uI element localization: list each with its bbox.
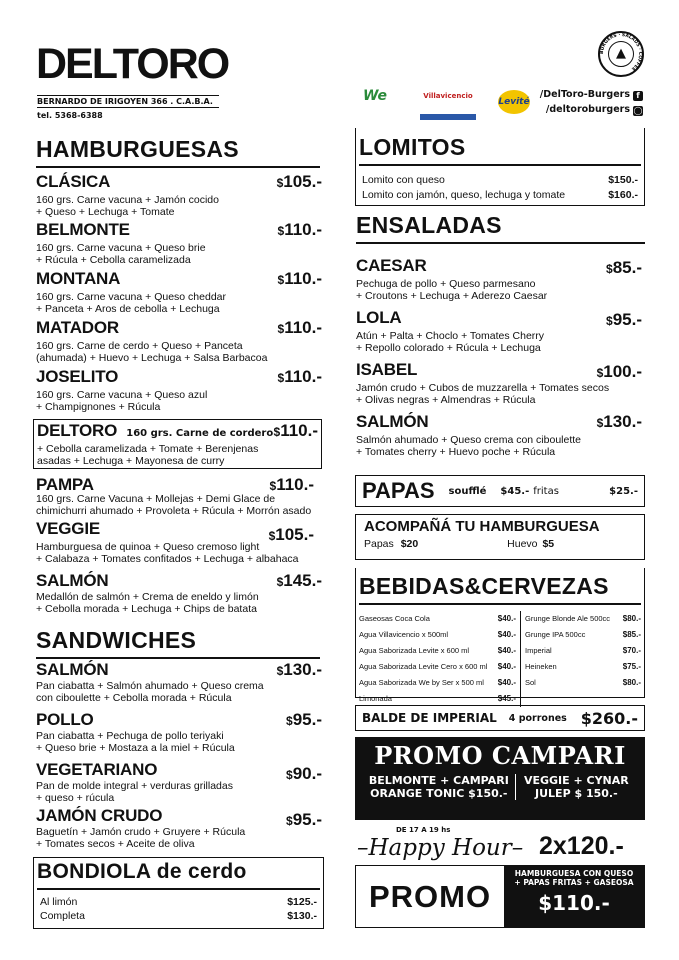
papas-fritas: fritas xyxy=(533,485,559,497)
item-desc: 160 grs. Carne vacuna + Queso brie xyxy=(36,242,206,254)
drink-row: Limonada $45.- xyxy=(359,694,516,703)
happy-hour-time: DE 17 A 19 hs xyxy=(396,826,451,834)
menu-item xyxy=(36,571,322,619)
item-desc: + Tomates cherry + Huevo poche + Rúcula xyxy=(356,446,556,458)
item-name: PAMPA xyxy=(36,475,94,494)
papas-fritas-price: $25.- xyxy=(609,485,638,497)
item-price: $95.- xyxy=(286,810,322,829)
item-name: VEGETARIANO xyxy=(36,760,158,779)
hamburguesas-title: HAMBURGUESAS xyxy=(36,136,320,168)
item-name: JOSELITO xyxy=(36,367,119,386)
item-name: LOLA xyxy=(356,308,402,327)
lomitos-title: LOMITOS xyxy=(359,134,641,166)
item-desc: + Panceta + Aros de cebolla + Lechuga xyxy=(36,303,220,315)
menu-item xyxy=(36,760,322,806)
address: BERNARDO DE IRIGOYEN 366 . C.A.B.A. xyxy=(37,95,219,108)
item-subtitle: 160 grs. Carne de cordero xyxy=(126,428,274,439)
menu-item xyxy=(36,660,322,710)
item-name: DELTORO xyxy=(37,421,118,440)
hamburguesas-list xyxy=(36,172,322,619)
item-desc: 160 grs. Carne de cerdo + Queso + Panceta xyxy=(36,340,243,352)
facebook-icon: f xyxy=(633,91,643,101)
drink-row: Heineken $75.- xyxy=(525,662,641,671)
item-desc: + Champignones + Rúcula xyxy=(36,401,161,413)
item-desc: 160 grs. Carne vacuna + Queso azul xyxy=(36,389,208,401)
item-desc: + Rúcula + Cebolla caramelizada xyxy=(36,254,191,266)
featured-item-deltoro xyxy=(33,419,322,469)
item-desc: 160 grs. Carne vacuna + Jamón cocido xyxy=(36,194,219,206)
price-row: Completa $130.- xyxy=(40,910,317,922)
item-desc: asadas + Lechuga + Mayonesa de curry xyxy=(37,455,225,467)
item-name: MONTANA xyxy=(36,269,121,288)
item-desc: + Tomates secos + Aceite de oliva xyxy=(36,838,195,850)
item-price: $110.- xyxy=(277,367,322,386)
ensaladas-list xyxy=(356,256,642,464)
item-desc: + Repollo colorado + Rúcula + Lechuga xyxy=(356,342,541,354)
item-desc: + queso + rúcula xyxy=(36,792,115,804)
balde-price: $260.- xyxy=(580,708,638,728)
item-price: $145.- xyxy=(276,571,322,590)
promo-title: PROMO xyxy=(368,879,492,914)
item-desc: (ahumada) + Huevo + Lechuga + Salsa Barbacoa xyxy=(36,352,268,364)
menu-item xyxy=(356,412,642,464)
bebidas-right xyxy=(521,611,641,707)
papas-souffle-price: $45.- xyxy=(500,485,530,497)
brand-title: DELTORO xyxy=(36,40,229,88)
sponsor-levite-logo: Levité xyxy=(498,90,530,114)
item-desc: Medallón de salmón + Crema de eneldo y limón xyxy=(36,591,259,603)
acompana-options: Papas $20 Huevo $5 xyxy=(364,538,555,550)
item-desc: Pan ciabatta + Salmón ahumado + Queso crema xyxy=(36,680,264,692)
item-name: POLLO xyxy=(36,710,94,729)
balde-section xyxy=(355,705,645,731)
item-price: $110.- xyxy=(269,475,314,494)
drink-row: Agua Villavicencio x 500ml $40.- xyxy=(359,630,516,639)
bondiola-section xyxy=(33,857,324,929)
item-price: $110.- xyxy=(277,220,322,239)
item-desc: Jamón crudo + Cubos de muzzarella + Tomates secos xyxy=(356,382,610,394)
bull-icon: ▲ xyxy=(608,41,634,67)
bull-logo xyxy=(598,31,644,77)
item-desc: + Croutons + Lechuga + Aderezo Caesar xyxy=(356,290,548,302)
balde-title: BALDE DE IMPERIAL xyxy=(362,711,497,725)
menu-item xyxy=(36,269,322,318)
bebidas-title: BEBIDAS&CERVEZAS xyxy=(359,573,641,605)
phone: tel. 5368-6388 xyxy=(37,111,103,120)
price-row: Lomito con queso $150.- xyxy=(362,174,638,186)
item-name: MATADOR xyxy=(36,318,119,337)
item-name: CAESAR xyxy=(356,256,427,275)
item-desc: + Calabaza + Tomates confitados + Lechuga + albahaca xyxy=(36,553,299,565)
item-price: $85.- xyxy=(606,258,642,277)
item-price: $95.- xyxy=(286,710,322,729)
price-row: Al limón $125.- xyxy=(40,896,317,908)
menu-item xyxy=(36,475,322,519)
item-desc: + Olivas negras + Almendras + Rúcula xyxy=(356,394,536,406)
drink-row: Grunge IPA 500cc $85.- xyxy=(525,630,641,639)
svg-text:BURGERS · SALADS · COFFEE: BURGERS · SALADS · COFFEE xyxy=(599,32,643,72)
promo-price: $110.- xyxy=(538,891,610,915)
social-facebook[interactable]: /DelToro-Burgers f xyxy=(540,89,643,101)
item-price: $130.- xyxy=(276,660,322,679)
menu-item xyxy=(356,360,642,412)
papas-souffle: soufflé xyxy=(448,485,487,497)
item-price: $110.- xyxy=(273,421,318,440)
item-desc: Salmón ahumado + Queso crema con ciboulette xyxy=(356,434,582,446)
happy-hour-offer: 2x120.- xyxy=(539,832,624,860)
drink-row: Agua Saborizada Levite Cero x 600 ml $40.- xyxy=(359,662,516,671)
menu-item xyxy=(36,710,322,760)
bebidas-left xyxy=(359,611,521,707)
drink-row: Gaseosas Coca Cola $40.- xyxy=(359,614,516,623)
item-desc: + Cebolla caramelizada + Tomate + Berenjenas xyxy=(37,443,259,455)
campari-title: PROMO CAMPARI xyxy=(374,741,626,770)
item-name: SALMÓN xyxy=(36,571,109,590)
item-price: $110.- xyxy=(277,318,322,337)
papas-section xyxy=(355,475,645,507)
campari-offers xyxy=(363,774,637,800)
sponsor-we-logo: We xyxy=(362,88,388,104)
item-price: $95.- xyxy=(606,310,642,329)
instagram-icon: ◯ xyxy=(633,106,643,115)
item-desc: chimichurri ahumado + Provoleta + Rúcula + Morrón asado xyxy=(36,505,312,517)
menu-item xyxy=(356,308,642,360)
item-desc: + Queso + Lechuga + Tomate xyxy=(36,206,175,218)
sandwiches-title: SANDWICHES xyxy=(36,627,320,659)
item-desc: Pan de molde integral + verduras grilladas xyxy=(36,780,233,792)
drink-row: Agua Saborizada We by Ser x 500 ml $40.- xyxy=(359,678,516,687)
item-desc: + Queso brie + Mostaza a la miel + Rúcula xyxy=(36,742,235,754)
item-name: BELMONTE xyxy=(36,220,130,239)
item-price: $100.- xyxy=(596,362,642,381)
campari-offer-left: BELMONTE + CAMPARI ORANGE TONIC $150.- xyxy=(363,774,516,800)
item-name: JAMÓN CRUDO xyxy=(36,806,163,825)
item-desc: 160 grs. Carne vacuna + Queso cheddar xyxy=(36,291,226,303)
bondiola-title: BONDIOLA de cerdo xyxy=(37,860,320,890)
item-price: $130.- xyxy=(596,412,642,431)
papas-title: PAPAS xyxy=(362,478,435,503)
lomitos-section xyxy=(355,128,645,206)
acompana-title: ACOMPAÑÁ TU HAMBURGUESA xyxy=(364,518,600,535)
happy-hour-label: –Happy Hour– xyxy=(357,835,524,861)
ensaladas-title: ENSALADAS xyxy=(356,212,645,244)
item-desc: Pan ciabatta + Pechuga de pollo teriyaki xyxy=(36,730,224,742)
item-price: $110.- xyxy=(277,269,322,288)
logo-ring-text xyxy=(598,31,644,77)
sandwiches-list xyxy=(36,660,322,856)
menu-item xyxy=(36,367,322,419)
drink-row: Grunge Blonde Ale 500cc $80.- xyxy=(525,614,641,623)
drink-row: Imperial $70.- xyxy=(525,646,641,655)
campari-offer-right: VEGGIE + CYNAR JULEP $ 150.- xyxy=(523,774,629,800)
item-name: SALMÓN xyxy=(356,412,429,431)
item-name: ISABEL xyxy=(356,360,418,379)
item-price: $105.- xyxy=(268,525,314,544)
menu-item xyxy=(36,318,322,367)
item-desc: Pechuga de pollo + Queso parmesano xyxy=(356,278,536,290)
menu-item xyxy=(356,256,642,308)
item-name: CLÁSICA xyxy=(36,172,111,191)
item-desc: 160 grs. Carne Vacuna + Mollejas + Demi Glace de xyxy=(36,493,276,505)
promo-detail: HAMBURGUESA CON QUESO + PAPAS FRITAS + GASEOSA $110.- xyxy=(504,866,644,927)
promo-section xyxy=(355,865,645,928)
bebidas-lists xyxy=(359,611,641,707)
menu-item xyxy=(36,220,322,269)
drink-row: Agua Saborizada Levite x 600 ml $40.- xyxy=(359,646,516,655)
item-desc: + Cebolla morada + Lechuga + Chips de batata xyxy=(36,603,257,615)
promo-campari-section xyxy=(355,737,645,820)
item-desc: con ciboulette + Cebolla morada + Rúcula xyxy=(36,692,232,704)
item-price: $105.- xyxy=(276,172,322,191)
item-desc: Baguetín + Jamón crudo + Gruyere + Rúcula xyxy=(36,826,246,838)
menu-item xyxy=(36,172,322,220)
item-name: SALMÓN xyxy=(36,660,109,679)
balde-detail: 4 porrones xyxy=(508,712,567,724)
social-instagram[interactable]: /deltoroburgers ◯ xyxy=(545,104,643,115)
acompana-section xyxy=(355,514,645,560)
menu-item xyxy=(36,806,322,856)
menu-item xyxy=(36,519,322,571)
price-row: Lomito con jamón, queso, lechuga y tomate $160.- xyxy=(362,189,638,201)
item-price: $90.- xyxy=(286,764,322,783)
item-desc: Hamburguesa de quinoa + Queso cremoso light xyxy=(36,541,260,553)
bebidas-section xyxy=(355,568,645,703)
item-desc: Atún + Palta + Choclo + Tomates Cherry xyxy=(356,330,545,342)
drink-row: Sol $80.- xyxy=(525,678,641,687)
item-name: VEGGIE xyxy=(36,519,100,538)
sponsor-villavicencio-logo: Villavicencio xyxy=(420,92,476,120)
